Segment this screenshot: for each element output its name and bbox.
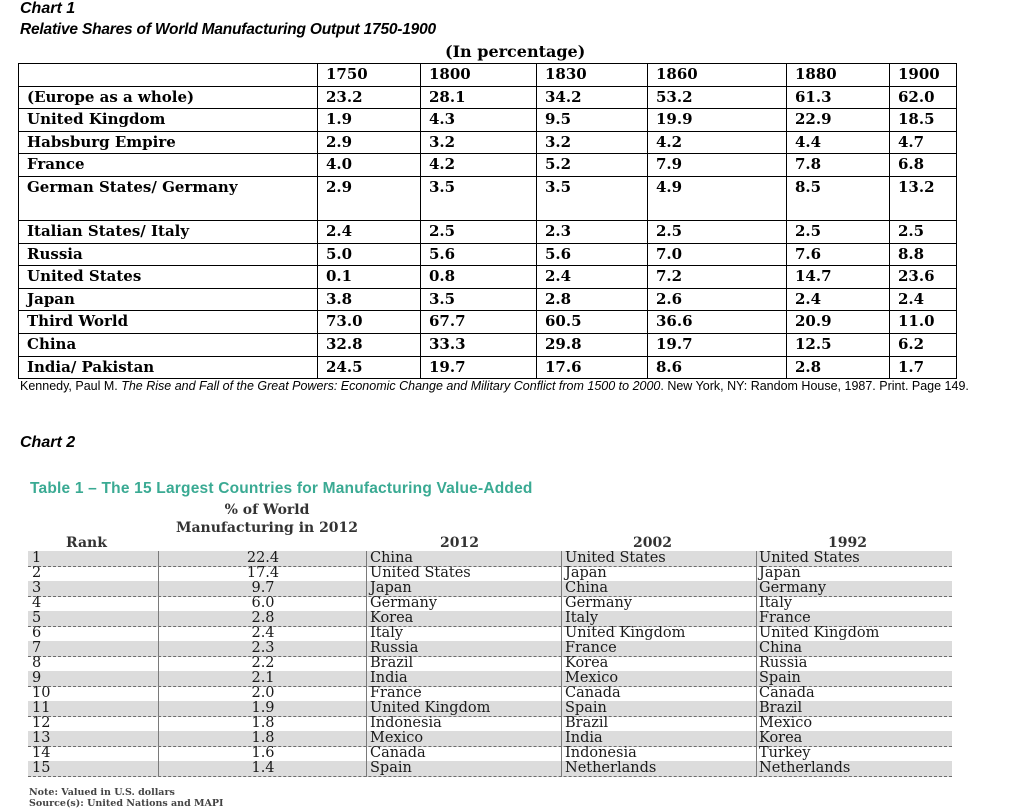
- header-2012: 2012: [440, 535, 479, 551]
- table-row: [19, 243, 957, 266]
- table-row: [19, 356, 957, 379]
- country-2002: United Kingdom: [565, 625, 686, 641]
- value-cell: 2.8: [787, 356, 890, 379]
- value-cell: 2.5: [890, 220, 957, 243]
- country-2012: Canada: [370, 745, 426, 761]
- table-row: [28, 731, 952, 747]
- table-row: [28, 686, 952, 702]
- value-cell: 2.4: [890, 288, 957, 311]
- table-row: [19, 86, 957, 109]
- country-1992: Italy: [759, 595, 793, 611]
- country-1992: Russia: [759, 655, 808, 671]
- row-label: United States: [19, 266, 318, 289]
- value-cell: 8.8: [890, 243, 957, 266]
- table-row: [19, 333, 957, 356]
- value-cell: 5.6: [421, 243, 537, 266]
- country-2002: India: [565, 730, 603, 746]
- rank-cell: 10: [32, 685, 51, 701]
- table-row: [28, 701, 952, 717]
- value-cell: 28.1: [421, 86, 537, 109]
- table-header-row: [19, 64, 957, 87]
- citation-author: Kennedy, Paul M.: [20, 379, 122, 393]
- share-cell: 1.4: [251, 760, 275, 776]
- value-cell: 2.5: [787, 220, 890, 243]
- value-cell: 2.5: [648, 220, 787, 243]
- value-cell: 5.6: [537, 243, 648, 266]
- row-label: German States/ Germany: [19, 176, 318, 220]
- country-2002: France: [565, 640, 617, 656]
- country-1992: United Kingdom: [759, 625, 880, 641]
- value-cell: 3.5: [421, 288, 537, 311]
- country-1992: Mexico: [759, 715, 813, 731]
- value-cell: 19.9: [648, 109, 787, 132]
- country-2012: France: [370, 685, 422, 701]
- row-label: Third World: [19, 311, 318, 334]
- value-cell: 3.5: [421, 176, 537, 220]
- value-cell: 2.4: [318, 220, 421, 243]
- share-cell: 9.7: [251, 580, 275, 596]
- row-label: United Kingdom: [19, 109, 318, 132]
- country-2002: Spain: [565, 700, 607, 716]
- header-rank: Rank: [66, 535, 107, 551]
- rank-cell: 5: [32, 610, 42, 626]
- value-cell: 5.0: [318, 243, 421, 266]
- value-cell: 20.9: [787, 311, 890, 334]
- row-label: France: [19, 154, 318, 177]
- share-cell: 22.4: [246, 550, 280, 566]
- value-cell: 60.5: [537, 311, 648, 334]
- year-header: 1880: [787, 64, 890, 87]
- value-cell: 23.6: [890, 266, 957, 289]
- value-cell: 32.8: [318, 333, 421, 356]
- value-cell: 7.2: [648, 266, 787, 289]
- value-cell: 6.2: [890, 333, 957, 356]
- chart1-units: (In percentage): [445, 42, 586, 61]
- country-1992: China: [759, 640, 803, 656]
- country-2002: Korea: [565, 655, 609, 671]
- value-cell: 61.3: [787, 86, 890, 109]
- share-cell: 2.4: [251, 625, 275, 641]
- chart2-title: Table 1 – The 15 Largest Countries for Manufacturing Value-Added: [30, 480, 533, 497]
- value-cell: 2.4: [787, 288, 890, 311]
- rank-cell: 6: [32, 625, 42, 641]
- country-2002: Germany: [565, 595, 633, 611]
- share-cell: 2.0: [251, 685, 275, 701]
- value-cell: 13.2: [890, 176, 957, 220]
- value-cell: 3.2: [537, 131, 648, 154]
- chart2-label: Chart 2: [20, 434, 76, 451]
- value-cell: 62.0: [890, 86, 957, 109]
- value-cell: 6.8: [890, 154, 957, 177]
- year-header: 1750: [318, 64, 421, 87]
- value-cell: 73.0: [318, 311, 421, 334]
- value-cell: 8.6: [648, 356, 787, 379]
- rank-cell: 15: [32, 760, 51, 776]
- country-1992: Germany: [759, 580, 827, 596]
- value-cell: 67.7: [421, 311, 537, 334]
- value-cell: 3.8: [318, 288, 421, 311]
- rank-cell: 2: [32, 565, 42, 581]
- country-2012: United Kingdom: [370, 700, 491, 716]
- share-cell: 2.2: [251, 655, 275, 671]
- rank-cell: 13: [32, 730, 51, 746]
- citation-publisher: . New York, NY: Random House, 1987. Print. Page 149.: [660, 379, 969, 393]
- value-cell: 3.5: [537, 176, 648, 220]
- value-cell: 18.5: [890, 109, 957, 132]
- country-2012: Italy: [370, 625, 404, 641]
- rank-cell: 4: [32, 595, 42, 611]
- value-cell: 5.2: [537, 154, 648, 177]
- value-cell: 2.6: [648, 288, 787, 311]
- value-cell: 4.2: [648, 131, 787, 154]
- year-header: 1800: [421, 64, 537, 87]
- country-2012: India: [370, 670, 408, 686]
- country-2002: Japan: [565, 565, 607, 581]
- value-cell: 0.1: [318, 266, 421, 289]
- rank-cell: 12: [32, 715, 51, 731]
- value-cell: 4.0: [318, 154, 421, 177]
- country-1992: Netherlands: [759, 760, 851, 776]
- share-cell: 17.4: [246, 565, 280, 581]
- table-row: [28, 641, 952, 657]
- value-cell: 2.5: [421, 220, 537, 243]
- header-blank-cell: [19, 64, 318, 87]
- value-cell: 2.8: [537, 288, 648, 311]
- column-divider: [561, 551, 562, 777]
- value-cell: 1.7: [890, 356, 957, 379]
- row-label: India/ Pakistan: [19, 356, 318, 379]
- rank-cell: 8: [32, 655, 42, 671]
- value-cell: 2.9: [318, 176, 421, 220]
- chart1-citation: [20, 378, 1020, 394]
- country-2012: United States: [370, 565, 471, 581]
- value-cell: 29.8: [537, 333, 648, 356]
- value-cell: 7.0: [648, 243, 787, 266]
- share-cell: 6.0: [251, 595, 275, 611]
- country-2012: Mexico: [370, 730, 424, 746]
- country-2002: Italy: [565, 610, 599, 626]
- share-cell: 1.9: [251, 700, 275, 716]
- row-label: Japan: [19, 288, 318, 311]
- value-cell: 4.2: [421, 154, 537, 177]
- value-cell: 2.4: [537, 266, 648, 289]
- chart2-note: Note: Valued in U.S. dollars: [29, 787, 175, 798]
- value-cell: 14.7: [787, 266, 890, 289]
- country-2012: Germany: [370, 595, 438, 611]
- country-2002: Canada: [565, 685, 621, 701]
- country-1992: Korea: [759, 730, 803, 746]
- citation-work: The Rise and Fall of the Great Powers: Economic Change and Military Conflict from 1500 to 2000: [121, 379, 661, 393]
- share-cell: 2.8: [251, 610, 275, 626]
- value-cell: 24.5: [318, 356, 421, 379]
- country-2002: United States: [565, 550, 666, 566]
- country-2002: China: [565, 580, 609, 596]
- country-2012: Spain: [370, 760, 412, 776]
- value-cell: 7.8: [787, 154, 890, 177]
- country-1992: United States: [759, 550, 860, 566]
- value-cell: 23.2: [318, 86, 421, 109]
- header-share: % of World Manufacturing in 2012: [175, 502, 359, 536]
- year-header: 1900: [890, 64, 957, 87]
- value-cell: 12.5: [787, 333, 890, 356]
- table-row: [19, 266, 957, 289]
- value-cell: 1.9: [318, 109, 421, 132]
- country-2002: Indonesia: [565, 745, 637, 761]
- value-cell: 3.2: [421, 131, 537, 154]
- column-divider: [756, 551, 757, 777]
- value-cell: 7.6: [787, 243, 890, 266]
- country-2002: Netherlands: [565, 760, 657, 776]
- share-cell: 1.6: [251, 745, 275, 761]
- value-cell: 2.9: [318, 131, 421, 154]
- country-1992: Turkey: [759, 745, 811, 761]
- table-row: [19, 154, 957, 177]
- value-cell: 4.3: [421, 109, 537, 132]
- table-row: [19, 176, 957, 220]
- country-1992: Spain: [759, 670, 801, 686]
- share-cell: 2.3: [251, 640, 275, 656]
- value-cell: 4.9: [648, 176, 787, 220]
- value-cell: 33.3: [421, 333, 537, 356]
- share-cell: 2.1: [251, 670, 275, 686]
- table-row: [28, 626, 952, 642]
- row-label: Russia: [19, 243, 318, 266]
- value-cell: 7.9: [648, 154, 787, 177]
- table-row: [28, 581, 952, 597]
- country-1992: Brazil: [759, 700, 803, 716]
- rank-cell: 7: [32, 640, 42, 656]
- row-label: Italian States/ Italy: [19, 220, 318, 243]
- chart1-title: Relative Shares of World Manufacturing Output 1750-1900: [20, 21, 436, 38]
- row-label: Habsburg Empire: [19, 131, 318, 154]
- value-cell: 4.4: [787, 131, 890, 154]
- value-cell: 0.8: [421, 266, 537, 289]
- rank-cell: 11: [32, 700, 51, 716]
- share-cell: 1.8: [251, 730, 275, 746]
- value-cell: 4.7: [890, 131, 957, 154]
- table-row: [28, 716, 952, 732]
- share-cell: 1.8: [251, 715, 275, 731]
- country-2012: Brazil: [370, 655, 414, 671]
- row-label: (Europe as a whole): [19, 86, 318, 109]
- table-row: [19, 288, 957, 311]
- country-2002: Brazil: [565, 715, 609, 731]
- year-header: 1860: [648, 64, 787, 87]
- year-header: 1830: [537, 64, 648, 87]
- value-cell: 8.5: [787, 176, 890, 220]
- table-row: [28, 761, 952, 777]
- value-cell: 11.0: [890, 311, 957, 334]
- table-row: [19, 220, 957, 243]
- row-label: China: [19, 333, 318, 356]
- rank-cell: 3: [32, 580, 42, 596]
- rank-cell: 14: [32, 745, 51, 761]
- value-cell: 17.6: [537, 356, 648, 379]
- country-1992: Japan: [759, 565, 801, 581]
- value-cell: 53.2: [648, 86, 787, 109]
- table-row: [28, 596, 952, 612]
- value-cell: 19.7: [648, 333, 787, 356]
- header-2002: 2002: [633, 535, 672, 551]
- country-2002: Mexico: [565, 670, 619, 686]
- header-1992: 1992: [828, 535, 867, 551]
- rank-cell: 9: [32, 670, 42, 686]
- value-cell: 34.2: [537, 86, 648, 109]
- country-2012: Russia: [370, 640, 419, 656]
- chart1-table: [18, 63, 957, 379]
- country-2012: China: [370, 550, 414, 566]
- table-row: [19, 131, 957, 154]
- country-2012: Indonesia: [370, 715, 442, 731]
- value-cell: 9.5: [537, 109, 648, 132]
- rank-cell: 1: [32, 550, 42, 566]
- chart2-source: Source(s): United Nations and MAPI: [29, 798, 224, 809]
- country-2012: Korea: [370, 610, 414, 626]
- table-row: [19, 109, 957, 132]
- country-2012: Japan: [370, 580, 412, 596]
- table-row: [19, 311, 957, 334]
- value-cell: 19.7: [421, 356, 537, 379]
- table-row: [28, 656, 952, 672]
- table-row: [28, 551, 952, 567]
- chart1-label: Chart 1: [20, 0, 76, 17]
- value-cell: 22.9: [787, 109, 890, 132]
- country-1992: France: [759, 610, 811, 626]
- country-1992: Canada: [759, 685, 815, 701]
- column-divider: [366, 551, 367, 777]
- column-divider: [158, 551, 159, 777]
- value-cell: 36.6: [648, 311, 787, 334]
- value-cell: 2.3: [537, 220, 648, 243]
